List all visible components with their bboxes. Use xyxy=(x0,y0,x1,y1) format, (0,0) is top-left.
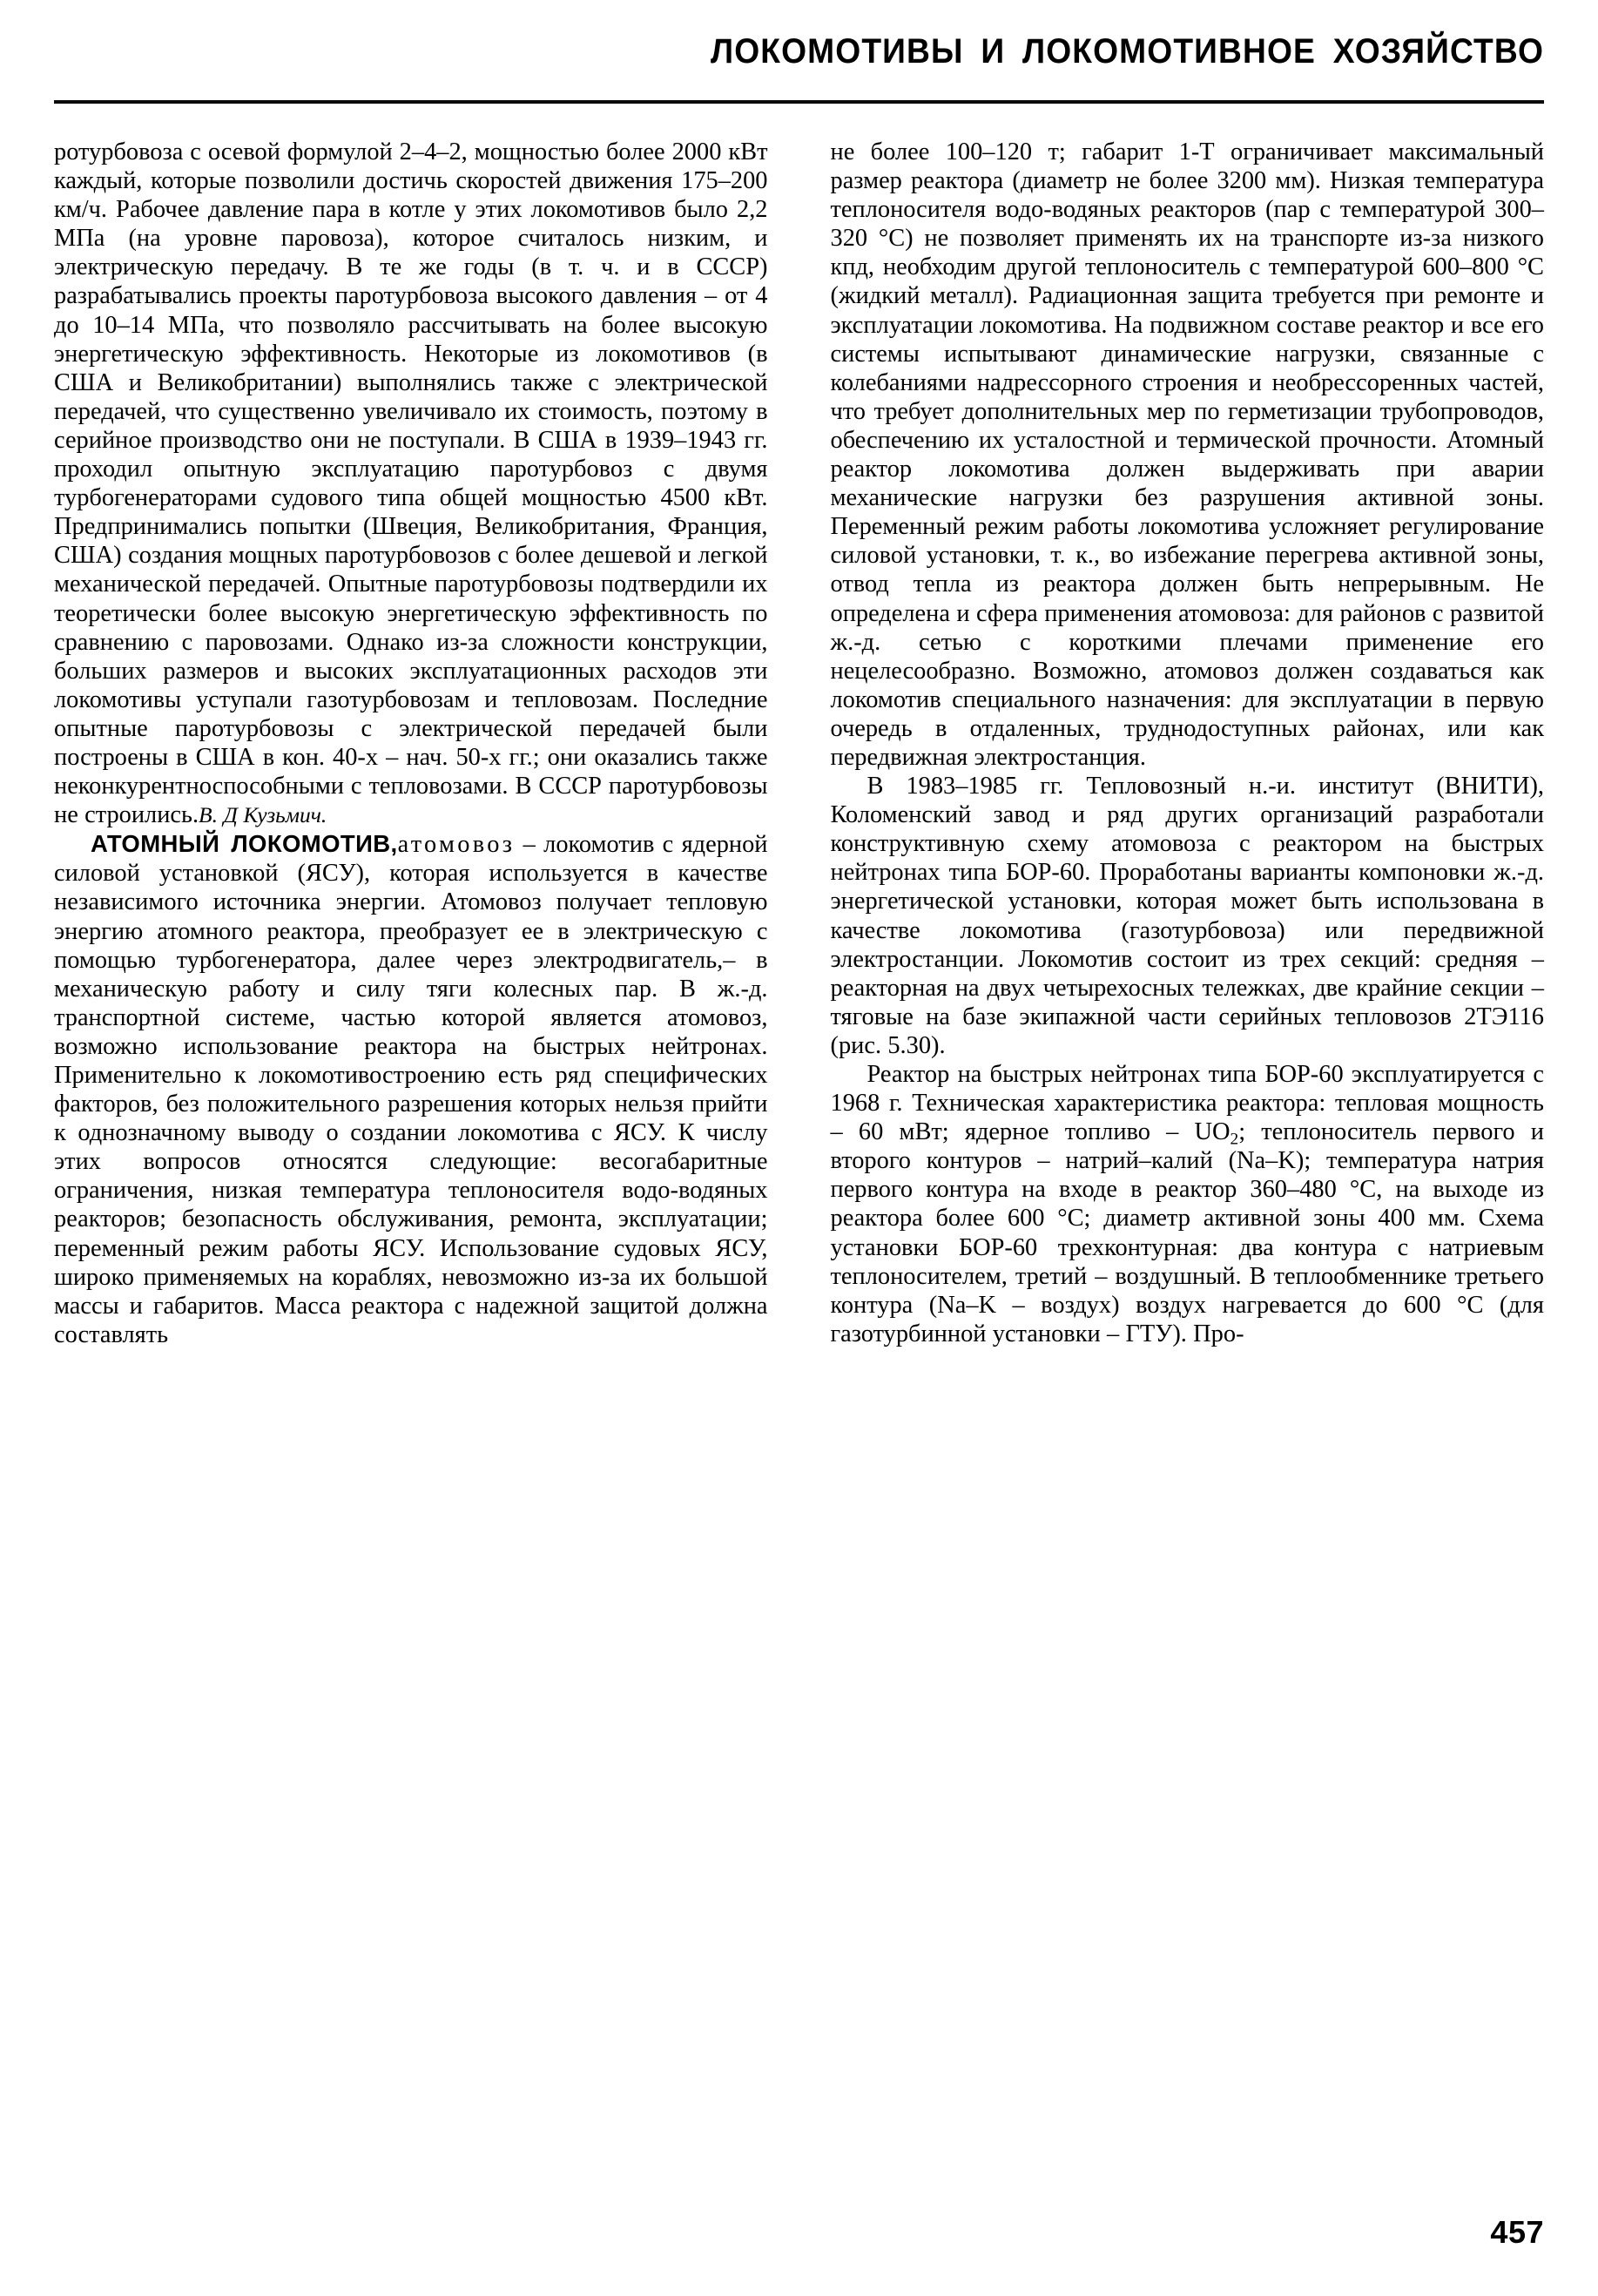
right-paragraph-3-part2: ; теплоноситель первого и второго контуров – натрий–калий (Na–K); температура натрия первого контура на входе в реактор 360–480 °С, на выходе из реактора более 600 °С; диаметр активной зоны 400 мм. Схема установки БОР-60 трехконтурная: два контура с натриевым теплоносителем, третий – воздушный. В теплообменнике третьего контура (Na–K – воздух) воздух нагревается до 600 °С (для газотурбинной установки – ГТУ). Про- xyxy=(830,1118,1544,1347)
author-signature: В. Д Кузьмич. xyxy=(199,802,327,828)
left-column xyxy=(54,138,768,1349)
paragraph-continued-paroturbovoz xyxy=(54,138,768,829)
right-paragraph-3-part1: Реактор на быстрых нейтронах типа БОР-60 эксплуатируется с 1968 г. Техническая характеристика реактора: тепловая мощность – 60 мВт; ядерное топливо – UO xyxy=(830,1061,1544,1146)
right-column xyxy=(831,138,1545,1348)
right-paragraph-1-text: не более 100–120 т; габарит 1-Т ограничивает максимальный размер реактора (диаметр не более 3200 мм). Низкая температура теплоносителя водо-водяных реакторов (пар с температурой 300–320 °С) не позволяет применять их на транспорте из-за низкого кпд, необходим другой теплоноситель с температурой 600–800 °С (жидкий металл). Радиационная защита требуется при ремонте и эксплуатации локомотива. На подвижном составе реактор и все его системы испытывают динамические нагрузки, связанные с колебаниями надрессорного строения и необрессоренных частей, что требует дополнительных мер по герметизации трубопроводов, обеспечению их усталостной и термической прочности. Атомный реактор локомотива должен выдерживать при аварии механические нагрузки без разрушения активной зоны. Переменный режим работы локомотива усложняет регулирование силовой установки, т. к., во избежание перегрева активной зоны, отвод тепла из реактора должен быть непрерывным. Не определена и сфера применения атомовоза: для районов с развитой ж.-д. сетью с короткими плечами применение его нецелесообразно. Возможно, атомовоз должен создаваться как локомотив специального назначения: для эксплуатации в первую очередь в отдаленных, труднодоступных районах, или как передвижная электростанция. xyxy=(830,138,1544,771)
paragraph-bor60-specs xyxy=(831,1060,1545,1348)
two-column-body xyxy=(54,138,1544,1349)
entry-title-atomic-locomotive: АТОМНЫЙ ЛОКОМОТИВ, xyxy=(91,830,398,858)
left-continued-text: ротурбовоза с осевой формулой 2–4–2, мощностью более 2000 кВт каждый, которые позволили достичь скоростей движения 175–200 км/ч. Рабочее давление пара в котле у этих локомотивов было 2,2 МПа (на уровне паровоза), которое считалось низким, и электрическую передачу. В те же годы (в т. ч. и в СССР) разрабатывались проекты паротурбовоза высокого давления – от 4 до 10–14 МПа, что позволяло рассчитывать на более высокую энергетическую эффективность. Некоторые из локомотивов (в США и Великобритании) выполнялись также с электрической передачей, что существенно увеличивало их стоимость, поэтому в серийное производство они не поступали. В США в 1939–1943 гг. проходил опытную эксплуатацию паротурбовоз с двумя турбогенераторами судового типа общей мощностью 4500 кВт. Предпринимались попытки (Швеция, Великобритания, Франция, США) создания мощных паротурбовозов с более дешевой и легкой механической передачей. Опытные паротурбовозы подтвердили их теоретически более высокую энергетическую эффективность по сравнению с паровозами. Однако из-за сложности конструкции, больших размеров и высоких эксплуатационных расходов эти локомотивы уступали газотурбовозам и тепловозам. Последние опытные паротурбовозы с электрической передачей были построены в США в кон. 40-х – нач. 50-х гг.; они оказались также неконкурентноспособными с тепловозами. В СССР паротурбовозы не строились. xyxy=(54,138,768,829)
right-paragraph-2-text: В 1983–1985 гг. Тепловозный н.-и. институт (ВНИТИ), Коломенский завод и ряд других организаций разработали конструктивную схему атомовоза с реактором на быстрых нейтронах типа БОР-60. Проработаны варианты компоновки ж.-д. энергетической установки, которая может быть использована в качестве локомотива (газотурбовоза) или передвижной электростанции. Локомотив состоит из трех секций: средняя – реакторная на двух четырехосных тележках, две крайние секции – тяговые на базе экипажной части серийных тепловозов 2ТЭ116 (рис. 5.30). xyxy=(830,773,1544,1059)
page-number: 457 xyxy=(1490,2214,1544,2250)
entry-lead-term-atomovoz: атомовоз xyxy=(397,831,516,859)
paragraph-vniti-project xyxy=(831,772,1545,1060)
paragraph-reactor-constraints xyxy=(831,138,1545,772)
header-rule-divider xyxy=(54,100,1544,104)
uranium-dioxide-subscript: 2 xyxy=(1230,1130,1239,1149)
entry-body-text: – локомотив с ядерной силовой установкой (ЯСУ), которая используется в качестве независимого источника энергии. Атомовоз получает тепловую энергию атомного реактора, преобразует ее в электрическую с помощью турбогенератора, далее через электродвигатель,– в механическую работу и силу тяги колесных пар. В ж.-д. транспортной системе, частью которой является атомовоз, возможно использование реактора на быстрых нейтронах. Применительно к локомотивостроению есть ряд специфических факторов, без положительного разрешения которых нельзя прийти к однозначному выводу о создании локомотива с ЯСУ. К числу этих вопросов относятся следующие: весогабаритные ограничения, низкая температура теплоносителя водо-водяных реакторов; безопасность обслуживания, ремонта, эксплуатации; переменный режим работы ЯСУ. Использование судовых ЯСУ, широко применяемых на кораблях, невозможно из-за их большой массы и габаритов. Масса реактора с надежной защитой должна составлять xyxy=(54,831,768,1348)
running-head xyxy=(52,31,1544,82)
paragraph-entry-atomic-locomotive xyxy=(54,829,768,1349)
running-head-title: ЛОКОМОТИВЫ И ЛОКОМОТИВНОЕ ХОЗЯЙСТВО xyxy=(711,32,1544,71)
